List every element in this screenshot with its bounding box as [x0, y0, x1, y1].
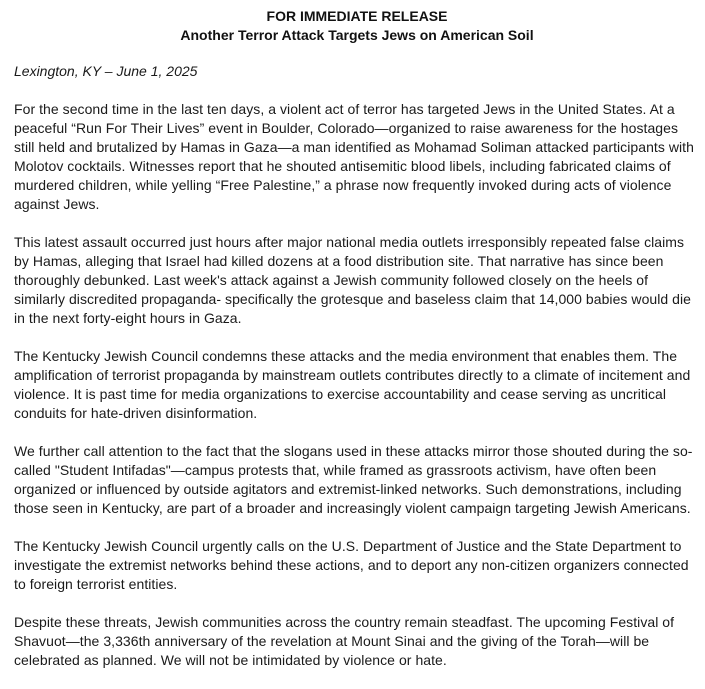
paragraph-1: For the second time in the last ten days, a violent act of terror has targeted Jews in the United States. At a peaceful “Run For Their Lives” event in Boulder, Colorado—organized to raise awareness for the hostages still held and brutalized by Hamas in Gaza—a man identified as Mohamad Soliman attacked participants with Molotov cocktails. Witnesses report that he shouted antisemitic blood libels, including fabricated claims of murdered children, while yelling “Free Palestine,” a phrase now frequently invoked during acts of violence against Jews.: [14, 101, 694, 212]
paragraph-5: The Kentucky Jewish Council urgently calls on the U.S. Department of Justice and the State Department to investigate the extremist networks behind these actions, and to deport any non-citizen organizers connected to foreign terrorist entities.: [14, 538, 689, 592]
press-release-document: [14, 7, 694, 689]
paragraph-3: The Kentucky Jewish Council condemns these attacks and the media environment that enables them. The amplification of terrorist propaganda by mainstream outlets contributes directly to a climate of incitement and violence. It is past time for media organizations to exercise accountability and cease serving as uncritical conduits for hate-driven disinformation.: [14, 348, 691, 421]
paragraph-2: This latest assault occurred just hours after major national media outlets irresponsibly repeated false claims by Hamas, alleging that Israel had killed dozens at a food distribution site. That narrative has since been thoroughly debunked. Last week's attack against a Jewish community followed closely on the heels of similarly discredited propaganda- specifically the grotesque and baseless claim that 14,000 babies would die in the next forty-eight hours in Gaza.: [14, 234, 692, 326]
dateline: Lexington, KY – June 1, 2025: [14, 63, 198, 79]
release-label: FOR IMMEDIATE RELEASE: [266, 8, 448, 24]
paragraph-6: Despite these threats, Jewish communities across the country remain steadfast. The upcoming Festival of Shavuot—the 3,336th anniversary of the revelation at Mount Sinai and the giving of the Torah—will be celebrated as planned. We will not be intimidated by violence or hate.: [14, 614, 675, 668]
paragraph-4: We further call attention to the fact that the slogans used in these attacks mirror those shouted during the so-called "Student Intifadas"—campus protests that, while framed as grassroots activism, have often been organized or influenced by outside agitators and extremist-linked networks. Such demonstrations, including those seen in Kentucky, are part of a broader and increasingly violent campaign targeting Jewish Americans.: [14, 443, 693, 516]
release-headline: Another Terror Attack Targets Jews on American Soil: [180, 27, 534, 43]
release-header: [20, 7, 694, 45]
